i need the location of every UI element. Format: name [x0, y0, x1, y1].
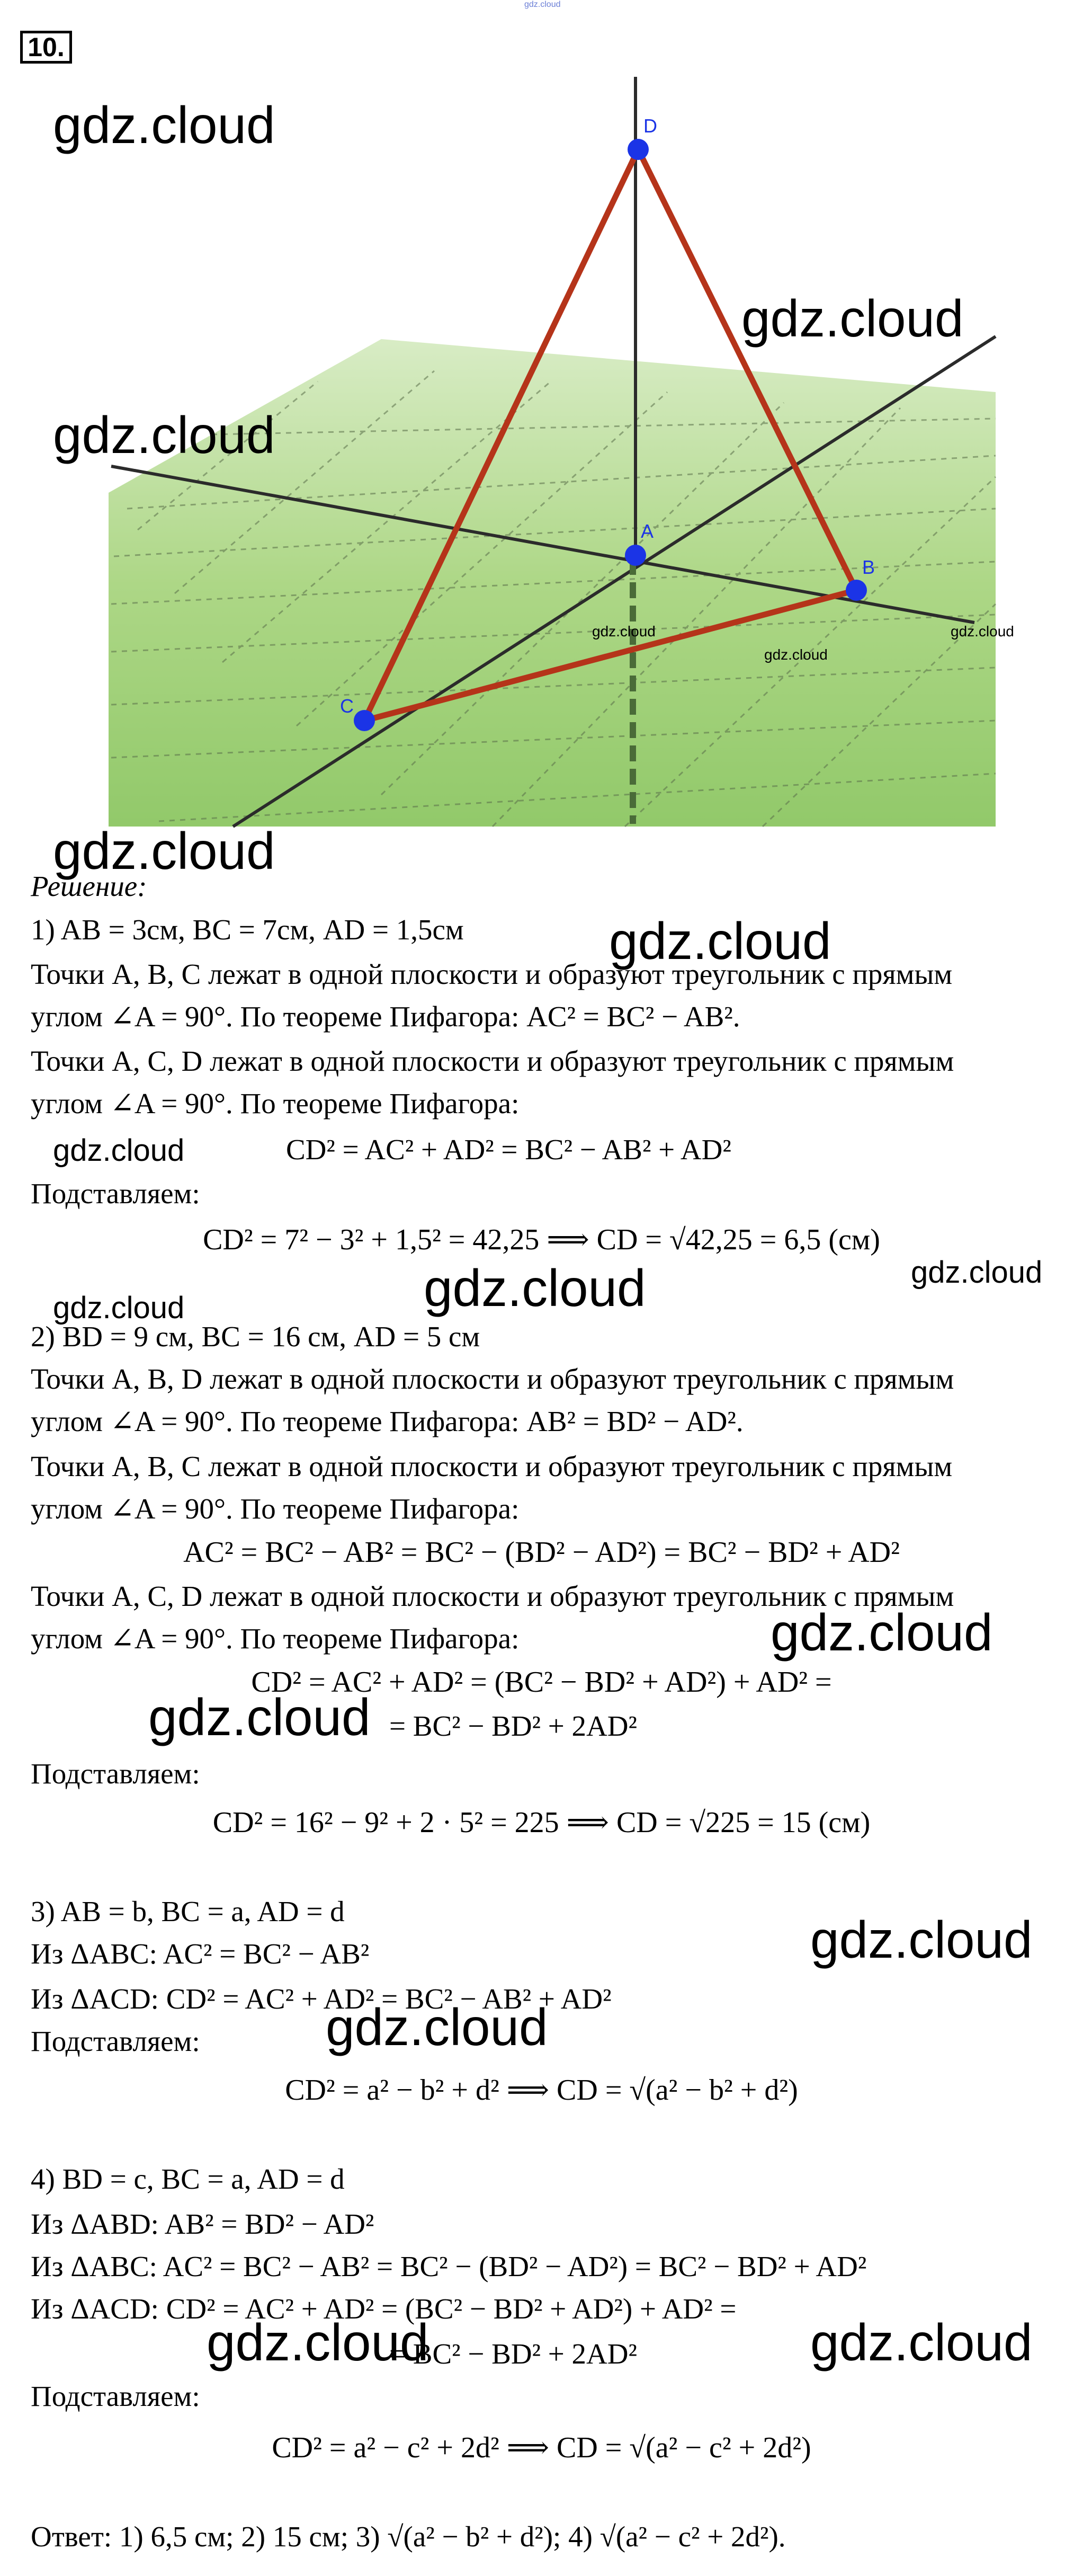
formula: = BC² − BD² + 2AD²	[389, 2338, 637, 2370]
watermark: gdz.cloud	[53, 1133, 185, 1168]
label-a: A	[641, 520, 654, 542]
watermark: gdz.cloud	[148, 1688, 371, 1746]
solution-line: углом ∠A = 90°. По теореме Пифагора:	[31, 1087, 520, 1120]
watermark: gdz.cloud	[326, 1998, 548, 2056]
solution-line: 3) AB = b, BC = a, AD = d	[31, 1895, 345, 1927]
watermark: gdz.cloud	[771, 1603, 993, 1662]
watermark: gdz.cloud	[741, 289, 964, 348]
watermark: gdz.cloud	[951, 623, 1014, 639]
solution-line: Точки A, C, D лежат в одной плоскости и образуют треугольник с прямым	[31, 1045, 954, 1077]
solution-line: Подставляем:	[31, 2380, 200, 2412]
solution-line: Из ΔABC: AC² = BC² − AB²	[31, 1938, 370, 1970]
watermark: gdz.cloud	[53, 96, 275, 154]
formula: CD² = a² − b² + d² ⟹ CD = √(a² − b² + d²)	[285, 2074, 798, 2107]
point-c	[354, 710, 375, 731]
watermark: gdz.cloud	[53, 822, 275, 880]
solution-line: Подставляем:	[31, 1757, 200, 1790]
solution-line: Подставляем:	[31, 1177, 200, 1210]
solution-line: Подставляем:	[31, 2025, 200, 2057]
watermark: gdz.cloud	[53, 1291, 185, 1325]
solution-line: углом ∠A = 90°. По теореме Пифагора: AC² = BC² − AB².	[31, 1000, 740, 1033]
formula: CD² = 16² − 9² + 2 · 5² = 225 ⟹ CD = √225 = 15 (см)	[212, 1806, 871, 1839]
solution-line: Точки A, B, D лежат в одной плоскости и образуют треугольник с прямым	[31, 1363, 954, 1395]
solution-line: 2) BD = 9 см, BC = 16 см, AD = 5 см	[31, 1320, 480, 1353]
solution-heading: Решение:	[31, 870, 147, 902]
point-d	[628, 139, 649, 160]
solution-line: Точки A, B, C лежат в одной плоскости и образуют треугольник с прямым	[31, 958, 953, 990]
solution-line: 4) BD = c, BC = a, AD = d	[31, 2163, 345, 2195]
solution-line: Точки A, B, C лежат в одной плоскости и образуют треугольник с прямым	[31, 1450, 953, 1482]
point-a	[625, 545, 646, 566]
watermark: gdz.cloud	[764, 646, 828, 663]
watermark: gdz.cloud	[592, 623, 656, 639]
label-b: B	[862, 556, 875, 578]
formula: CD² = 7² − 3² + 1,5² = 42,25 ⟹ CD = √42,25 = 6,5 (см)	[203, 1223, 880, 1256]
label-c: C	[340, 695, 354, 717]
solution-line: углом ∠A = 90°. По теореме Пифагора:	[31, 1493, 520, 1525]
answer-line: Ответ: 1) 6,5 см; 2) 15 см; 3) √(a² − b² + d²); 4) √(a² − c² + 2d²).	[31, 2520, 786, 2553]
top-watermark: gdz.cloud	[524, 0, 561, 9]
label-d: D	[643, 115, 657, 137]
solution-line: Из ΔACD: CD² = AC² + AD² = (BC² − BD² + AD²) + AD² =	[31, 2293, 737, 2325]
watermark: gdz.cloud	[424, 1259, 646, 1317]
watermark: gdz.cloud	[810, 2313, 1033, 2371]
solution-line: углом ∠A = 90°. По теореме Пифагора: AB² = BD² − AD².	[31, 1405, 744, 1437]
watermark: gdz.cloud	[53, 406, 275, 464]
solution-line: Из ΔABC: AC² = BC² − AB² = BC² − (BD² − AD²) = BC² − BD² + AD²	[31, 2250, 867, 2282]
solution-line: Из ΔACD: CD² = AC² + AD² = BC² − AB² + AD²	[31, 1983, 612, 2015]
watermark: gdz.cloud	[810, 1911, 1033, 1969]
watermark: gdz.cloud	[207, 2313, 429, 2371]
solution-line: Из ΔABD: AB² = BD² − AD²	[31, 2208, 374, 2240]
solution-line: Точки A, C, D лежат в одной плоскости и образуют треугольник с прямым	[31, 1580, 954, 1612]
point-b	[846, 580, 867, 601]
problem-number: 10.	[20, 31, 72, 64]
watermark: gdz.cloud	[911, 1255, 1043, 1290]
formula: CD² = AC² + AD² = BC² − AB² + AD²	[286, 1133, 731, 1166]
solution-line: углом ∠A = 90°. По теореме Пифагора:	[31, 1622, 520, 1655]
formula: = BC² − BD² + 2AD²	[389, 1710, 637, 1742]
formula: CD² = a² − c² + 2d² ⟹ CD = √(a² − c² + 2d²)	[272, 2431, 811, 2464]
watermark: gdz.cloud	[609, 912, 831, 970]
formula: CD² = AC² + AD² = (BC² − BD² + AD²) + AD² =	[251, 1666, 832, 1699]
solution-line: 1) AB = 3см, BC = 7см, AD = 1,5см	[31, 913, 464, 946]
formula: AC² = BC² − AB² = BC² − (BD² − AD²) = BC² − BD² + AD²	[183, 1536, 900, 1569]
